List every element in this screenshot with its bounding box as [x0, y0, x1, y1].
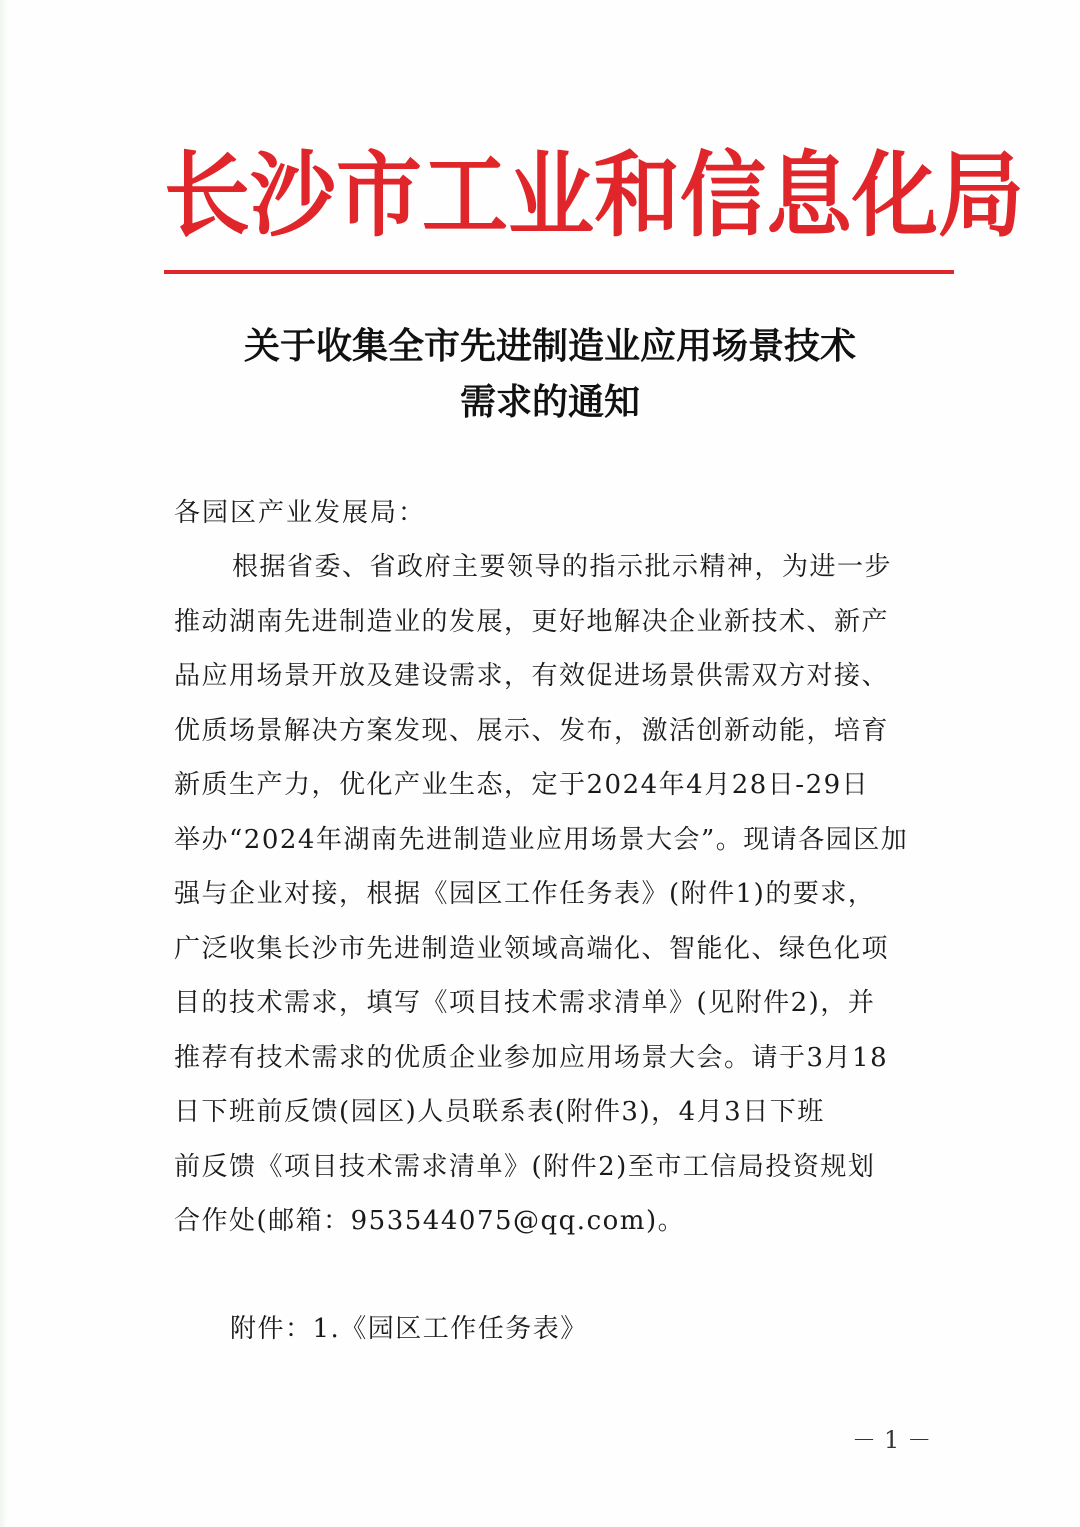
body-line: 广泛收集长沙市先进制造业领域高端化、智能化、绿色化项 [174, 933, 890, 964]
body-line: 根据省委、省政府主要领导的指示批示精神，为进一步 [232, 552, 893, 582]
masthead-char: 工 [422, 142, 508, 250]
document-title [150, 318, 950, 430]
salutation: 各园区产业发展局： [174, 498, 427, 528]
masthead-char: 业 [508, 142, 594, 250]
body-line: 新质生产力，优化产业生态，定于2024年4月28日-29日 [174, 770, 870, 800]
masthead-char: 局 [938, 142, 1024, 250]
title-line-2: 需求的通知 [459, 381, 640, 423]
body-line: 举办“2024年湖南先进制造业应用场景大会”。现请各园区加 [174, 824, 909, 855]
masthead-title [164, 140, 1024, 252]
masthead-char: 长 [164, 142, 250, 250]
page-number: －1－ [852, 1426, 940, 1454]
masthead-char: 和 [594, 142, 680, 250]
title-line-1: 关于收集全市先进制造业应用场景技术 [243, 325, 856, 367]
body-line: 品应用场景开放及建设需求，有效促进场景供需双方对接、 [174, 661, 890, 691]
body-line: 优质场景解决方案发现、展示、发布，激活创新动能，培育 [174, 715, 890, 746]
body-line: 合作处(邮箱：953544075@qq.com)。 [174, 1206, 686, 1236]
body-line: 推荐有技术需求的优质企业参加应用场景大会。请于3月18 [174, 1042, 889, 1073]
body-paragraph [174, 540, 926, 1249]
red-divider-line [164, 270, 954, 274]
body-line: 前反馈《项目技术需求清单》(附件2)至市工信局投资规划 [174, 1151, 876, 1182]
scan-edge [0, 0, 8, 1527]
masthead-char: 市 [336, 142, 422, 250]
masthead-char: 息 [766, 142, 852, 250]
body-line: 日下班前反馈(园区)人员联系表(附件3)，4月3日下班 [174, 1097, 825, 1127]
body-line: 强与企业对接，根据《园区工作任务表》(附件1)的要求， [174, 879, 876, 909]
masthead-char: 化 [852, 142, 938, 250]
body-line: 推动湖南先进制造业的发展，更好地解决企业新技术、新产 [174, 606, 890, 637]
body-line: 目的技术需求，填写《项目技术需求清单》(见附件2)，并 [174, 988, 876, 1018]
masthead-char: 信 [680, 142, 766, 250]
masthead-char: 沙 [250, 142, 336, 250]
attachment-list: 附件：1.《园区工作任务表》 [230, 1314, 588, 1344]
